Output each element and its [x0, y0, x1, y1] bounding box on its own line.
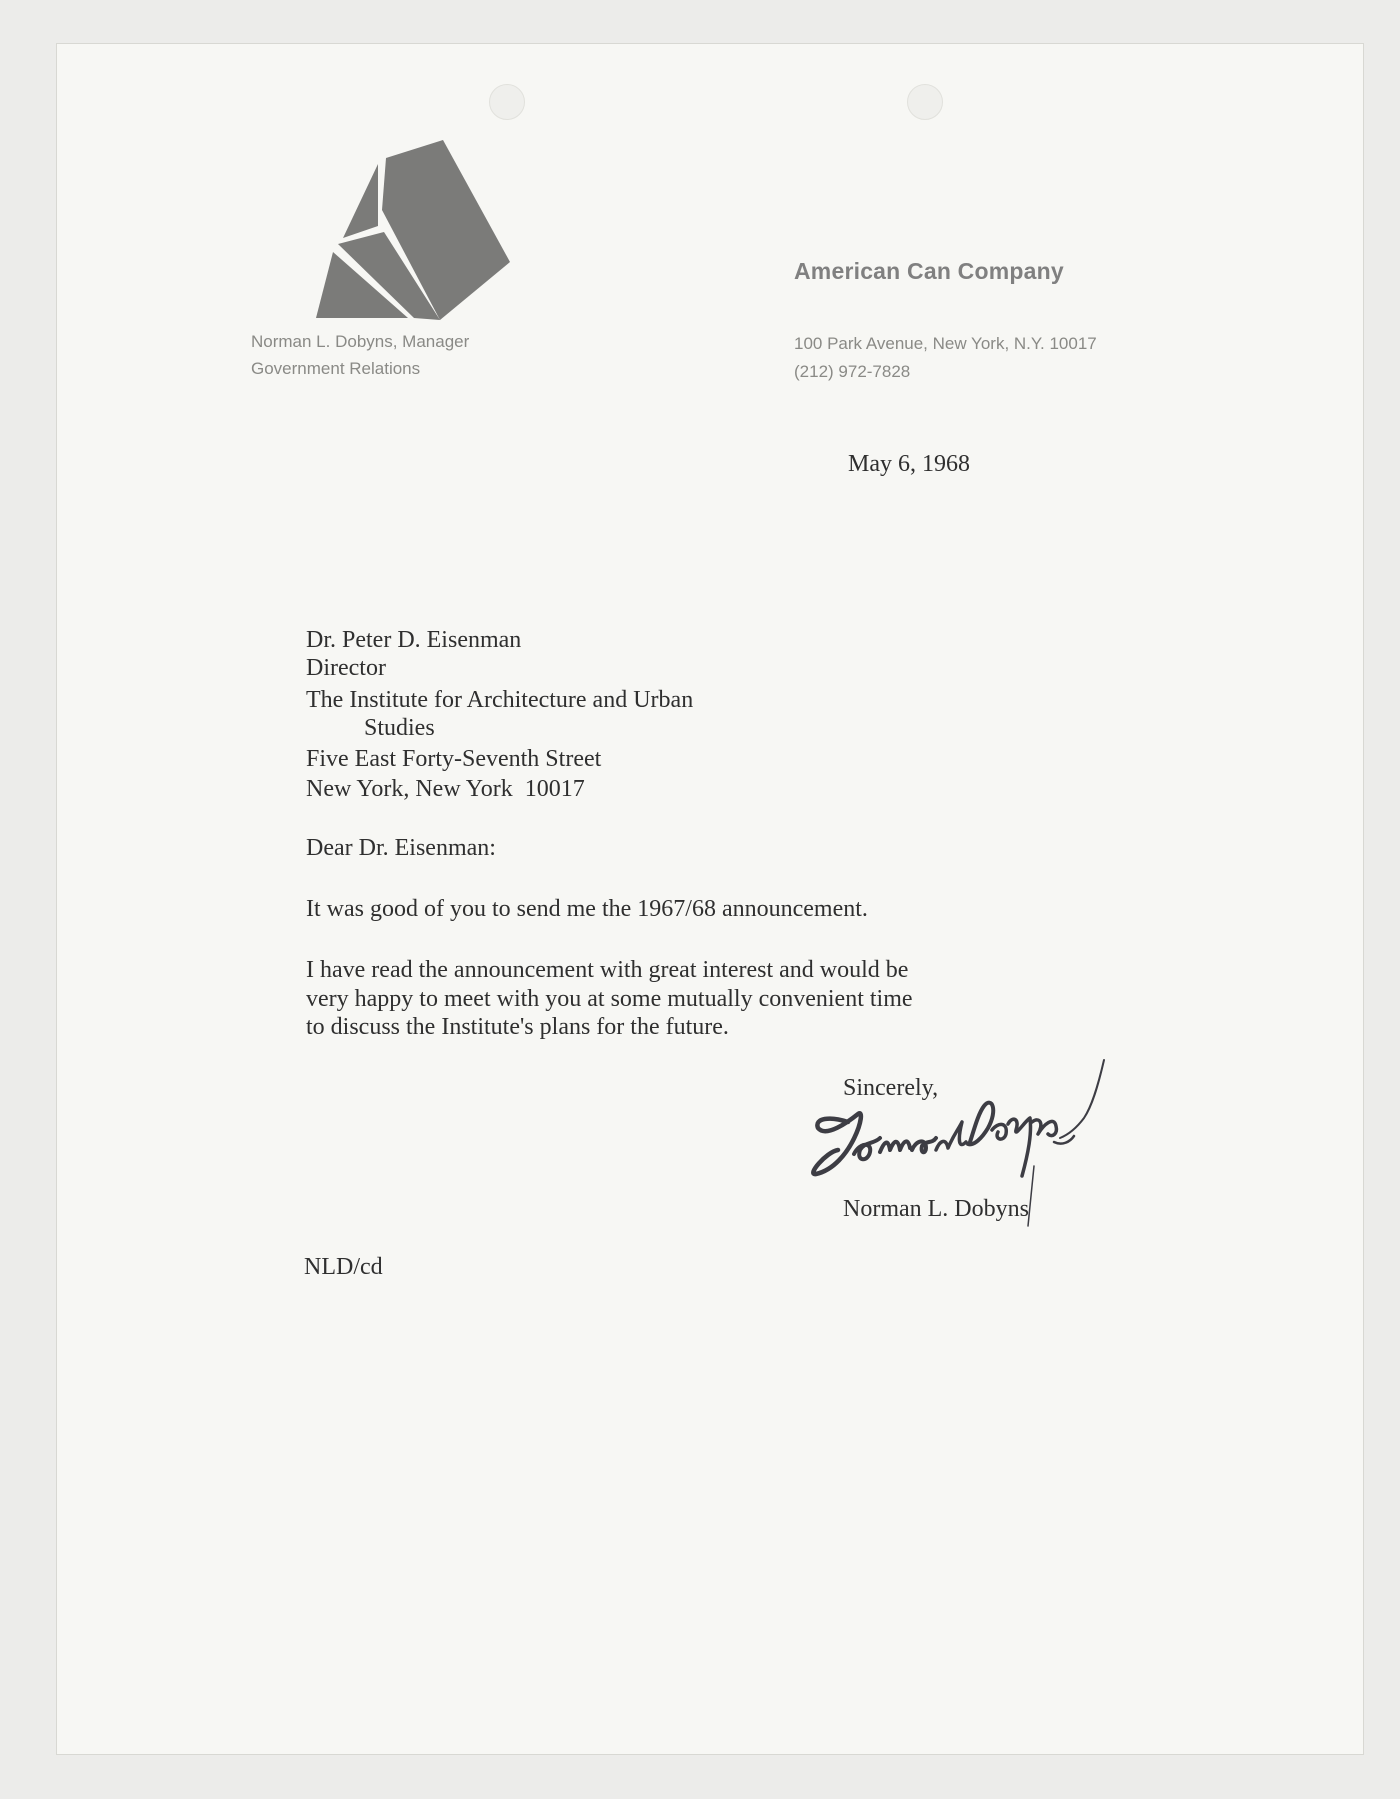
sender-title-line2: Government Relations: [251, 359, 421, 378]
company-address: 100 Park Avenue, New York, N.Y. 10017: [794, 334, 1097, 353]
recipient-line4: Studies: [364, 715, 435, 741]
sender-title-line1: Norman L. Dobyns, Manager: [251, 332, 470, 351]
body-paragraph-2-line1: I have read the announcement with great interest and would be: [306, 957, 909, 983]
closing: Sincerely,: [843, 1075, 939, 1101]
body-paragraph-2-line3: to discuss the Institute's plans for the future.: [306, 1014, 729, 1040]
company-phone: (212) 972-7828: [794, 362, 911, 381]
signer-name: Norman L. Dobyns: [843, 1196, 1029, 1222]
salutation: Dear Dr. Eisenman:: [306, 835, 496, 861]
stacked-triangles-logo-icon: [308, 140, 514, 322]
punch-hole-left: [489, 84, 525, 120]
company-name: American Can Company: [794, 258, 1064, 284]
letter-date: May 6, 1968: [848, 451, 970, 477]
body-paragraph-2-line2: very happy to meet with you at some mutually convenient time: [306, 986, 913, 1012]
recipient-line3: The Institute for Architecture and Urban: [306, 687, 694, 713]
recipient-line5: Five East Forty-Seventh Street: [306, 746, 602, 772]
recipient-line2: Director: [306, 655, 386, 681]
punch-hole-right: [907, 84, 943, 120]
recipient-line1: Dr. Peter D. Eisenman: [306, 627, 522, 653]
body-paragraph-1: It was good of you to send me the 1967/68 announcement.: [306, 896, 868, 922]
typist-initials: NLD/cd: [304, 1254, 383, 1280]
recipient-line6: New York, New York 10017: [306, 776, 585, 802]
